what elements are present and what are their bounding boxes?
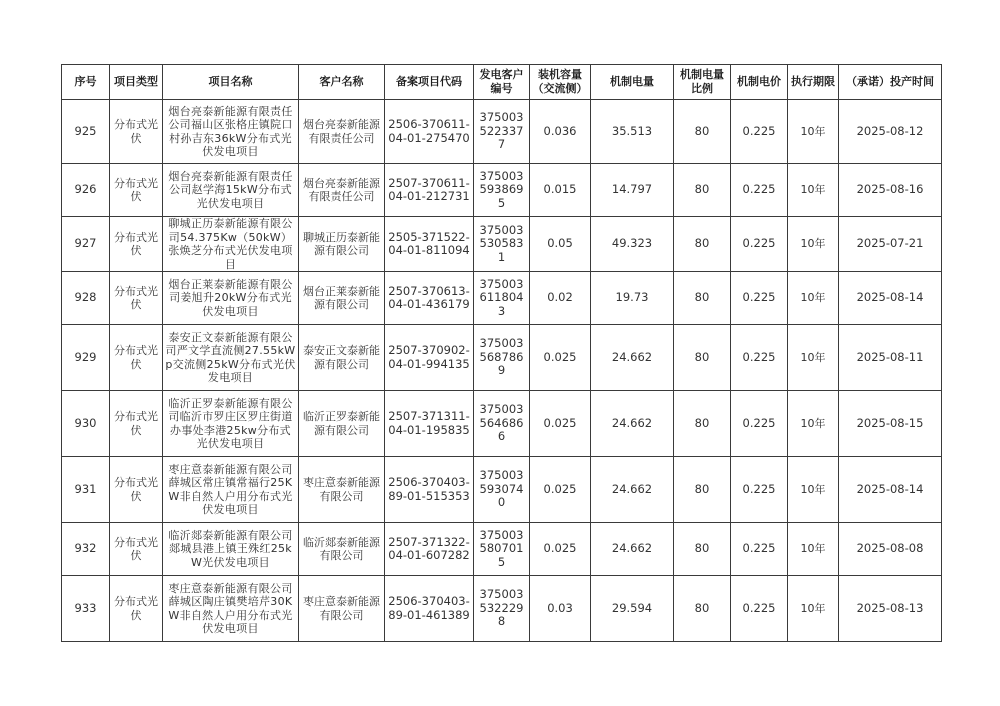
cell-seq: 925 [62,100,110,164]
cell-customer-number: 3750035223377 [474,100,530,164]
cell-commission-date: 2025-08-14 [839,272,942,325]
cell-capacity: 0.025 [530,325,591,391]
header-customer-number: 发电客户编号 [474,65,530,100]
cell-capacity: 0.025 [530,523,591,576]
cell-customer-number: 3750035305831 [474,217,530,272]
header-commission-date: （承诺）投产时间 [839,65,942,100]
cell-customer-name: 烟台正莱泰新能源有限公司 [299,272,385,325]
cell-energy-ratio: 80 [674,457,731,523]
cell-customer-number: 3750035322298 [474,576,530,642]
cell-customer-name: 枣庄意泰新能源有限公司 [299,576,385,642]
cell-seq: 928 [62,272,110,325]
header-project-type: 项目类型 [110,65,163,100]
cell-project-name: 烟台正莱泰新能源有限公司姜旭升20kW分布式光伏发电项目 [163,272,299,325]
cell-customer-number: 3750035807015 [474,523,530,576]
cell-project-type: 分布式光伏 [110,523,163,576]
cell-mechanism-energy: 24.662 [591,391,674,457]
cell-energy-ratio: 80 [674,391,731,457]
header-customer-name: 客户名称 [299,65,385,100]
header-filing-code: 备案项目代码 [385,65,474,100]
cell-seq: 926 [62,164,110,217]
cell-mechanism-price: 0.225 [731,457,788,523]
cell-term: 10年 [788,576,839,642]
table-row [62,523,942,576]
cell-commission-date: 2025-08-11 [839,325,942,391]
header-term: 执行期限 [788,65,839,100]
cell-mechanism-price: 0.225 [731,325,788,391]
cell-project-type: 分布式光伏 [110,325,163,391]
cell-seq: 927 [62,217,110,272]
cell-filing-code: 2507-371311-04-01-195835 [385,391,474,457]
cell-mechanism-price: 0.225 [731,576,788,642]
cell-commission-date: 2025-08-13 [839,576,942,642]
cell-mechanism-price: 0.225 [731,217,788,272]
cell-customer-name: 烟台亮泰新能源有限责任公司 [299,100,385,164]
cell-project-name: 聊城正历泰新能源有限公司54.375Kw（50kW）张焕芝分布式光伏发电项目 [163,217,299,272]
cell-commission-date: 2025-08-12 [839,100,942,164]
table-row [62,457,942,523]
cell-project-type: 分布式光伏 [110,164,163,217]
cell-seq: 933 [62,576,110,642]
cell-project-name: 烟台亮泰新能源有限责任公司福山区张格庄镇院口村孙吉东36kW分布式光伏发电项目 [163,100,299,164]
cell-project-type: 分布式光伏 [110,576,163,642]
project-table [61,64,942,642]
cell-project-type: 分布式光伏 [110,272,163,325]
cell-term: 10年 [788,100,839,164]
cell-project-name: 烟台亮泰新能源有限责任公司赵学海15kW分布式光伏发电项目 [163,164,299,217]
cell-seq: 931 [62,457,110,523]
cell-energy-ratio: 80 [674,325,731,391]
cell-capacity: 0.036 [530,100,591,164]
cell-capacity: 0.03 [530,576,591,642]
table-row [62,325,942,391]
cell-capacity: 0.025 [530,457,591,523]
cell-seq: 930 [62,391,110,457]
table-row [62,100,942,164]
cell-project-type: 分布式光伏 [110,100,163,164]
header-mechanism-price: 机制电价 [731,65,788,100]
header-mechanism-energy: 机制电量 [591,65,674,100]
table-row [62,164,942,217]
cell-filing-code: 2507-370902-04-01-994135 [385,325,474,391]
table-row [62,217,942,272]
cell-capacity: 0.025 [530,391,591,457]
cell-capacity: 0.02 [530,272,591,325]
cell-capacity: 0.05 [530,217,591,272]
cell-commission-date: 2025-08-16 [839,164,942,217]
table-row [62,272,942,325]
cell-customer-number: 3750035687869 [474,325,530,391]
cell-mechanism-energy: 29.594 [591,576,674,642]
cell-commission-date: 2025-07-21 [839,217,942,272]
cell-mechanism-energy: 24.662 [591,457,674,523]
cell-mechanism-energy: 24.662 [591,523,674,576]
table-header-row [62,65,942,100]
cell-mechanism-energy: 14.797 [591,164,674,217]
cell-customer-name: 临沂正罗泰新能源有限公司 [299,391,385,457]
cell-mechanism-price: 0.225 [731,272,788,325]
cell-mechanism-price: 0.225 [731,391,788,457]
header-capacity: 装机容量（交流侧） [530,65,591,100]
cell-term: 10年 [788,391,839,457]
cell-filing-code: 2507-371322-04-01-607282 [385,523,474,576]
cell-filing-code: 2506-370403-89-01-461389 [385,576,474,642]
cell-customer-name: 临沂郯泰新能源有限公司 [299,523,385,576]
cell-mechanism-energy: 35.513 [591,100,674,164]
cell-term: 10年 [788,325,839,391]
header-energy-ratio: 机制电量比例 [674,65,731,100]
cell-energy-ratio: 80 [674,272,731,325]
cell-filing-code: 2507-370611-04-01-212731 [385,164,474,217]
cell-customer-name: 泰安正文泰新能源有限公司 [299,325,385,391]
cell-energy-ratio: 80 [674,164,731,217]
cell-term: 10年 [788,523,839,576]
cell-capacity: 0.015 [530,164,591,217]
cell-project-name: 枣庄意泰新能源有限公司薛城区陶庄镇樊培芹30KW非自然人户用分布式光伏发电项目 [163,576,299,642]
cell-customer-name: 枣庄意泰新能源有限公司 [299,457,385,523]
cell-customer-number: 3750035646866 [474,391,530,457]
cell-customer-number: 3750036118043 [474,272,530,325]
cell-project-name: 枣庄意泰新能源有限公司薛城区常庄镇常福行25KW非自然人户用分布式光伏发电项目 [163,457,299,523]
cell-commission-date: 2025-08-08 [839,523,942,576]
cell-customer-name: 聊城正历泰新能源有限公司 [299,217,385,272]
header-project-name: 项目名称 [163,65,299,100]
cell-commission-date: 2025-08-14 [839,457,942,523]
cell-filing-code: 2506-370403-89-01-515353 [385,457,474,523]
cell-filing-code: 2505-371522-04-01-811094 [385,217,474,272]
cell-mechanism-price: 0.225 [731,100,788,164]
cell-term: 10年 [788,164,839,217]
table-row [62,576,942,642]
cell-mechanism-price: 0.225 [731,164,788,217]
cell-project-name: 临沂正罗泰新能源有限公司临沂市罗庄区罗庄街道办事处李港25kw分布式光伏发电项目 [163,391,299,457]
cell-filing-code: 2506-370611-04-01-275470 [385,100,474,164]
cell-mechanism-energy: 49.323 [591,217,674,272]
cell-seq: 929 [62,325,110,391]
cell-project-name: 临沂郯泰新能源有限公司郯城县港上镇王殊红25kW光伏发电项目 [163,523,299,576]
cell-mechanism-energy: 19.73 [591,272,674,325]
header-seq: 序号 [62,65,110,100]
cell-filing-code: 2507-370613-04-01-436179 [385,272,474,325]
cell-energy-ratio: 80 [674,523,731,576]
cell-project-type: 分布式光伏 [110,391,163,457]
cell-customer-number: 3750035930740 [474,457,530,523]
table-row [62,391,942,457]
cell-mechanism-price: 0.225 [731,523,788,576]
cell-term: 10年 [788,457,839,523]
cell-mechanism-energy: 24.662 [591,325,674,391]
cell-customer-number: 3750035938695 [474,164,530,217]
cell-energy-ratio: 80 [674,217,731,272]
cell-project-type: 分布式光伏 [110,457,163,523]
cell-energy-ratio: 80 [674,576,731,642]
cell-customer-name: 烟台亮泰新能源有限责任公司 [299,164,385,217]
cell-energy-ratio: 80 [674,100,731,164]
cell-term: 10年 [788,272,839,325]
cell-project-type: 分布式光伏 [110,217,163,272]
cell-term: 10年 [788,217,839,272]
cell-project-name: 泰安正文泰新能源有限公司严文学直流侧27.55kWp交流侧25kW分布式光伏发电项目 [163,325,299,391]
cell-commission-date: 2025-08-15 [839,391,942,457]
cell-seq: 932 [62,523,110,576]
